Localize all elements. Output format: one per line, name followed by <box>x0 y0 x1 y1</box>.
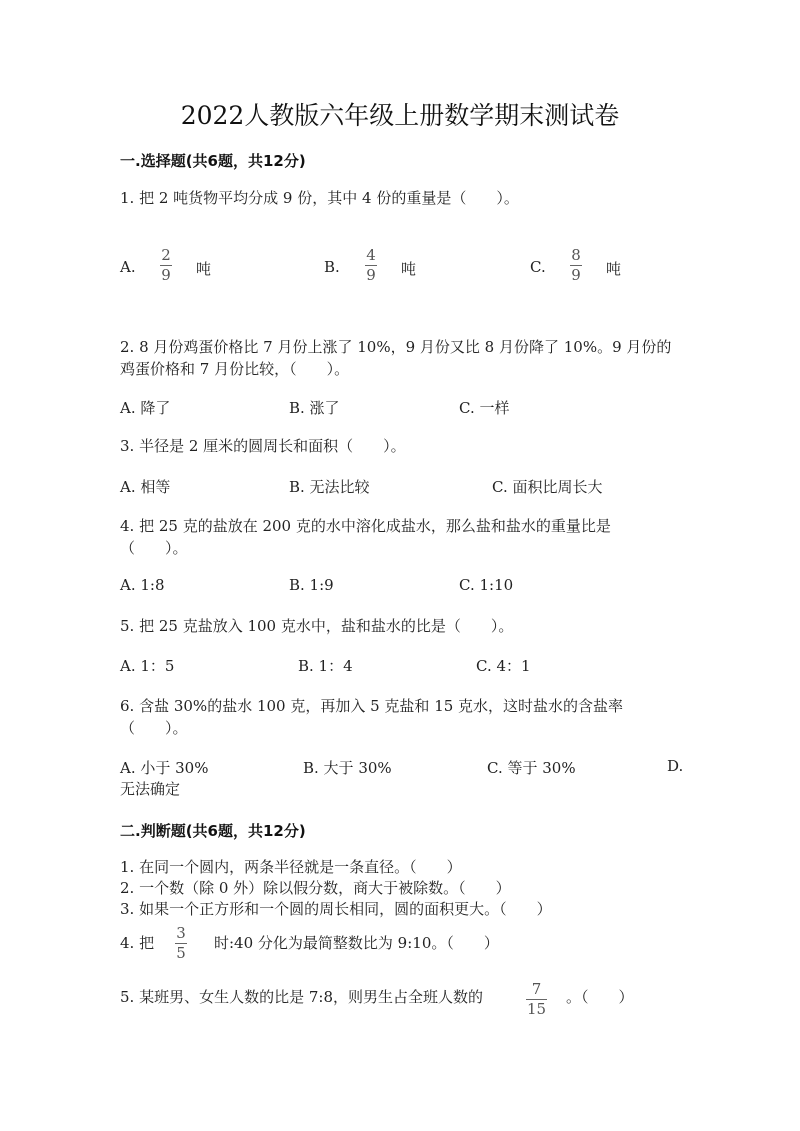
question-3-option-b: B. 无法比较 <box>289 478 370 496</box>
question-2-option-c: C. 一样 <box>459 399 510 417</box>
denominator: 9 <box>571 266 581 284</box>
option-a-unit: 吨 <box>196 260 212 278</box>
numerator: 3 <box>176 924 186 942</box>
question-1: 1. 把 2 吨货物平均分成 9 份，其中 4 份的重量是（ ）。 <box>120 189 519 207</box>
question-2-line-2: 鸡蛋价格和 7 月份比较，（ ）。 <box>120 360 350 378</box>
question-4-option-c: C. 1:10 <box>459 576 514 594</box>
option-a-label: A. <box>120 258 136 276</box>
question-6-line-1: 6. 含盐 30%的盐水 100 克，再加入 5 克盐和 15 克水，这时盐水的含盐率 <box>120 697 624 715</box>
judgement-4-suffix: 时:40 分化为最简整数比为 9:10。（ ） <box>214 934 499 952</box>
question-6-option-d-text: 无法确定 <box>120 780 181 798</box>
judgement-4-fraction <box>175 925 187 962</box>
numerator: 7 <box>531 980 542 998</box>
question-5-option-a: A. 1：5 <box>120 657 175 675</box>
question-2-option-b: B. 涨了 <box>289 399 340 417</box>
numerator: 2 <box>161 246 171 264</box>
numerator: 8 <box>571 246 581 264</box>
question-4-option-b: B. 1:9 <box>289 576 334 594</box>
judgement-1: 1. 在同一个圆内，两条半径就是一条直径。（ ） <box>120 858 462 876</box>
question-5-option-b: B. 1：4 <box>298 657 353 675</box>
question-2-line-1: 2. 8 月份鸡蛋价格比 7 月份上涨了 10%，9 月份又比 8 月份降了 10%。9 月份的 <box>120 338 672 356</box>
question-2-option-a: A. 降了 <box>120 399 171 417</box>
option-c-fraction <box>570 247 582 284</box>
question-4-line-2: （ ）。 <box>120 539 188 557</box>
option-b-fraction <box>365 247 377 284</box>
judgement-5-fraction <box>526 981 547 1018</box>
question-4-line-1: 4. 把 25 克的盐放在 200 克的水中溶化成盐水，那么盐和盐水的重量比是 <box>120 517 611 535</box>
judgement-2: 2. 一个数（除 0 外）除以假分数，商大于被除数。（ ） <box>120 879 511 897</box>
option-c-label: C. <box>530 258 546 276</box>
question-3-option-a: A. 相等 <box>120 478 171 496</box>
question-5: 5. 把 25 克盐放入 100 克水中，盐和盐水的比是（ ）。 <box>120 617 514 635</box>
question-3-option-c: C. 面积比周长大 <box>492 478 603 496</box>
denominator: 15 <box>527 1000 547 1018</box>
section-heading-choice: 一.选择题(共6题，共12分) <box>120 152 306 170</box>
option-a-fraction <box>160 247 172 284</box>
question-6-option-d: D. <box>667 757 684 775</box>
question-6-option-c: C. 等于 30% <box>487 759 576 777</box>
numerator: 4 <box>366 246 376 264</box>
page-title: 2022人教版六年级上册数学期末测试卷 <box>180 101 620 130</box>
judgement-3: 3. 如果一个正方形和一个圆的周长相同，圆的面积更大。（ ） <box>120 900 552 918</box>
option-c-unit: 吨 <box>606 260 622 278</box>
option-b-unit: 吨 <box>401 260 417 278</box>
judgement-5-suffix: 。（ ） <box>566 988 634 1006</box>
section-heading-judgement: 二.判断题(共6题，共12分) <box>120 822 306 840</box>
question-3: 3. 半径是 2 厘米的圆周长和面积（ ）。 <box>120 437 406 455</box>
option-b-label: B. <box>324 258 340 276</box>
question-5-option-c: C. 4：1 <box>476 657 531 675</box>
question-6-option-a: A. 小于 30% <box>120 759 209 777</box>
judgement-5-prefix: 5. 某班男、女生人数的比是 7:8，则男生占全班人数的 <box>120 988 483 1006</box>
judgement-4-prefix: 4. 把 <box>120 934 155 952</box>
denominator: 5 <box>176 944 186 962</box>
question-6-line-2: （ ）。 <box>120 719 188 737</box>
question-6-option-b: B. 大于 30% <box>303 759 392 777</box>
denominator: 9 <box>161 266 171 284</box>
denominator: 9 <box>366 266 376 284</box>
question-4-option-a: A. 1:8 <box>120 576 165 594</box>
